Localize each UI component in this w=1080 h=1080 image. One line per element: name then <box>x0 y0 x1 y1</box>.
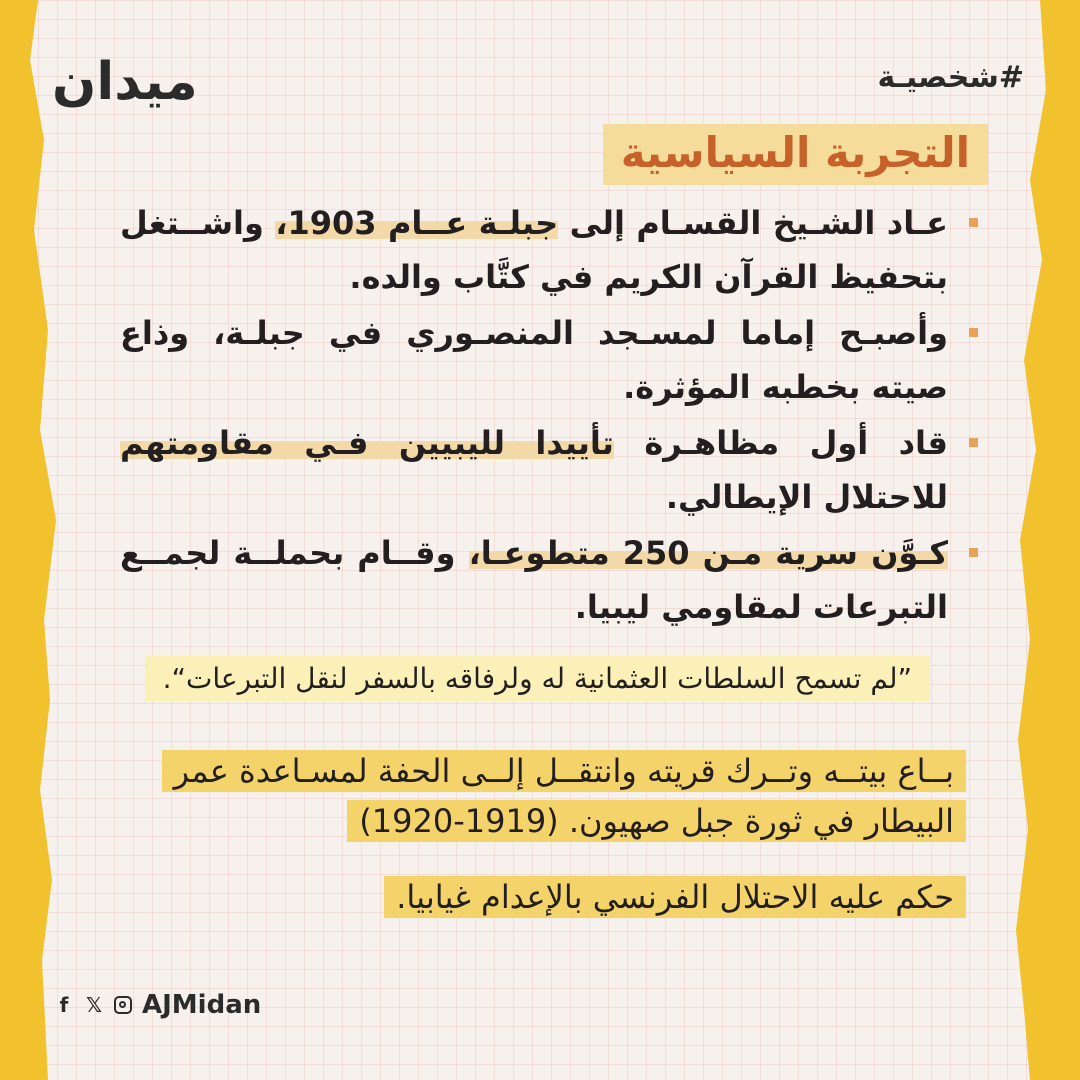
section-title: التجربة السياسية <box>603 124 988 185</box>
torn-paper-right-edge <box>1000 0 1080 1080</box>
torn-paper-left-edge <box>0 0 72 1080</box>
statement-2: حكم عليه الاحتلال الفرنسي بالإعدام غيابيا. <box>384 872 966 922</box>
statement-1: بــاع بيتــه وتــرك قريته وانتقــل إلــى الحفة لمسـاعدة عمر البيطار في ثورة جبل صهيون. (1919-1920) <box>106 746 966 846</box>
quote-box: ”لم تسمح السلطات العثمانية له ولرفاقه بالسفر لنقل التبرعات“. <box>145 656 930 701</box>
bullet-item: قاد أول مظاهـرة تأييدا لليبيين فـي مقاومتهم للاحتلال الإيطالي. <box>120 416 980 524</box>
bullet-item: وأصبـح إماما لمسـجد المنصـوري في جبلـة، وذاع صيته بخطبه المؤثرة. <box>120 306 980 414</box>
facebook-icon[interactable]: f <box>59 993 69 1017</box>
instagram-icon[interactable] <box>114 996 132 1014</box>
midan-logo: ميدان <box>52 52 198 112</box>
social-footer <box>54 990 261 1020</box>
bullet-item: عـاد الشـيخ القسـام إلى جبلـة عــام 1903، واشــتغل بتحفيظ القرآن الكريم في كتَّاب والده. <box>120 196 980 304</box>
hashtag-label: #شخصيـة <box>877 60 1024 95</box>
bullet-list <box>120 196 980 636</box>
bullet-item: كـوَّن سرية مـن 250 متطوعـا، وقــام بحملــة لجمــع التبرعات لمقاومي ليبيا. <box>120 526 980 634</box>
social-handle[interactable]: AJMidan <box>142 990 262 1020</box>
x-icon[interactable]: 𝕏 <box>85 993 103 1017</box>
